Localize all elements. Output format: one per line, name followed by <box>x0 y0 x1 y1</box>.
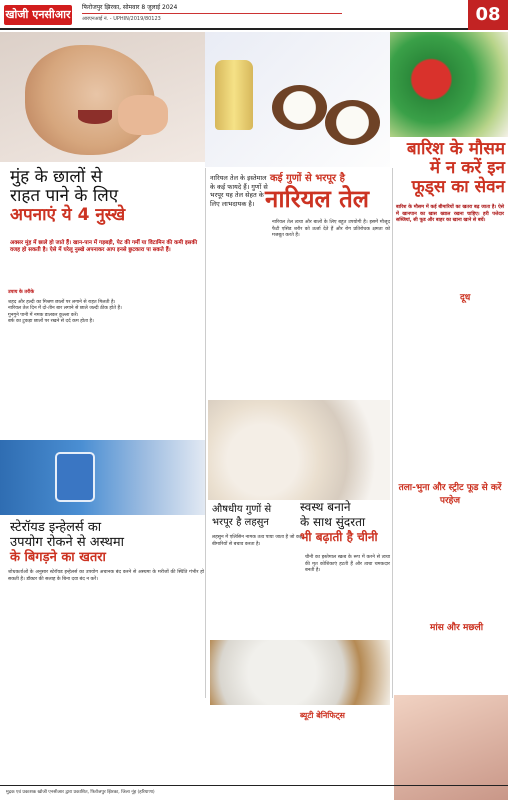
brand-logo: खोजी एनसीआर <box>4 5 72 25</box>
vegetable-photo <box>390 32 508 137</box>
list-item: गुनगुने पानी में नमक डालकर कुल्ला करें। <box>8 312 79 318</box>
masthead <box>0 0 508 30</box>
monsoon-foods-headline <box>400 140 505 197</box>
list-item: शहद और हल्दी का मिश्रण छालों पर लगाने से राहत मिलती है। <box>8 299 116 305</box>
headline-line: मुंह के छालों से <box>10 167 103 187</box>
coconut-oil-kicker: कई गुणों से भरपूर है <box>270 173 345 184</box>
headline-line: भी बढ़ाती है चीनी <box>300 530 378 544</box>
inhaler-headline <box>10 520 208 565</box>
garlic-body: लहसुन में एलिसिन नामक तत्व पाया जाता है जो कई बीमारियों से बचाव करता है। <box>212 535 302 547</box>
inhaler-icon <box>55 452 95 502</box>
registration-number: आरएनआई नं. - UPHIN/2019/80123 <box>82 16 161 22</box>
headline-line: भरपूर है लहसुन <box>212 517 269 528</box>
inhaler-photo <box>0 440 205 515</box>
remedies-heading: उपाय के तरीके <box>8 290 35 295</box>
coconut-oil-intro: नारियल तेल के इस्तेमाल के कई फायदे हैं। गुणों से भरपूर यह तेल सेहत के लिए लाभदायक है। <box>210 174 268 208</box>
page-number: 08 <box>468 0 508 30</box>
headline-line: के बिगड़ने का खतरा <box>10 550 106 565</box>
monsoon-foods-intro: बारिश के मौसम में कई बीमारियों का खतरा बढ़ जाता है। ऐसे में खानपान का खास ख्याल रखना चाहिए। हरी पत्तेदार सब्जियां, सी फूड और बाहर का खाना खाने से बचें। <box>396 205 504 224</box>
mouth-ulcer-remedies <box>8 290 204 326</box>
section-heading: मांस और मछली <box>430 623 484 633</box>
sugar-headline <box>300 500 395 545</box>
mouth-ulcer-headline <box>10 168 205 225</box>
sugar-body: चीनी का इस्तेमाल स्क्रब के रूप में करने से त्वचा की मृत कोशिकाएं हटती हैं और त्वचा चमकदार बनती है। <box>305 555 390 574</box>
headline-line: स्टेरॉयड इन्हेलर्स का <box>10 520 102 535</box>
list-item: बर्फ का टुकड़ा छालों पर रखने से दर्द कम होता है। <box>8 319 94 325</box>
headline-line: स्वस्थ बनाने <box>300 500 351 514</box>
headline-line: बारिश के मौसम <box>406 139 505 159</box>
headline-line: में न करें इन <box>429 158 505 178</box>
beauty-benefits-subhead: ब्यूटी बेनिफिट्स <box>300 711 345 720</box>
column-divider <box>392 168 393 698</box>
list-item: नारियल तेल दिन में दो-तीन बार लगाने से छाले जल्दी ठीक होते हैं। <box>8 306 122 312</box>
garlic-photo <box>208 400 390 500</box>
header-divider <box>82 13 342 14</box>
column-divider <box>205 168 206 698</box>
hand-illustration <box>118 95 168 135</box>
headline-line: फूड्स का सेवन <box>411 177 505 197</box>
coconut-oil-headline: नारियल तेल <box>265 185 370 213</box>
coconut-icon <box>272 85 327 130</box>
section-heading: दूध <box>460 293 471 303</box>
headline-line: औषधीय गुणों से <box>212 504 272 515</box>
edition-date: फिरोजपुर झिरका, सोमवार 8 जुलाई 2024 <box>82 4 178 11</box>
headline-line: के साथ सुंदरता <box>300 515 366 529</box>
oil-bottle-icon <box>215 60 253 130</box>
mouth-illustration <box>78 110 112 124</box>
coconut-oil-body: नारियल तेल त्वचा और बालों के लिए बहुत उपयोगी है। इसमें मौजूद फैटी एसिड शरीर को ऊर्जा देते हैं और रोग प्रतिरोधक क्षमता को मजबूत करते हैं। <box>272 220 390 239</box>
headline-line: राहत पाने के लिए <box>10 186 119 206</box>
inhaler-body: शोधकर्ताओं के अनुसार स्टेरॉयड इन्हेलर्स का उपयोग अचानक बंद करने से अस्थमा के मरीजों की स्थिति गंभीर हो सकती है। डॉक्टर की सलाह के बिना दवा बंद न करें। <box>8 570 204 582</box>
sugar-photo <box>210 640 390 705</box>
coconut-icon <box>325 100 380 145</box>
imprint-footer: मुद्रक एवं प्रकाशक खोजी एनसीआर द्वारा प्रकाशित, फिरोजपुर झिरका, जिला नूंह (हरियाणा) <box>0 785 508 800</box>
mouth-ulcer-intro: अक्सर मुंह में छाले हो जाते हैं। खान-पान में गड़बड़ी, पेट की गर्मी या विटामिन की कमी इसकी वजह हो सकती है। ऐसे में घरेलू नुस्खे अपनाकर आप इनसे छुटकारा पा सकते हैं। <box>10 240 198 253</box>
garlic-headline <box>212 503 302 529</box>
headline-line: उपयोग रोकने से अस्थमा <box>10 535 124 550</box>
section-heading: तला-भुना और स्ट्रीट फूड से करें परहेज <box>398 483 502 506</box>
headline-line: अपनाएं ये 4 नुस्खे <box>10 205 126 225</box>
